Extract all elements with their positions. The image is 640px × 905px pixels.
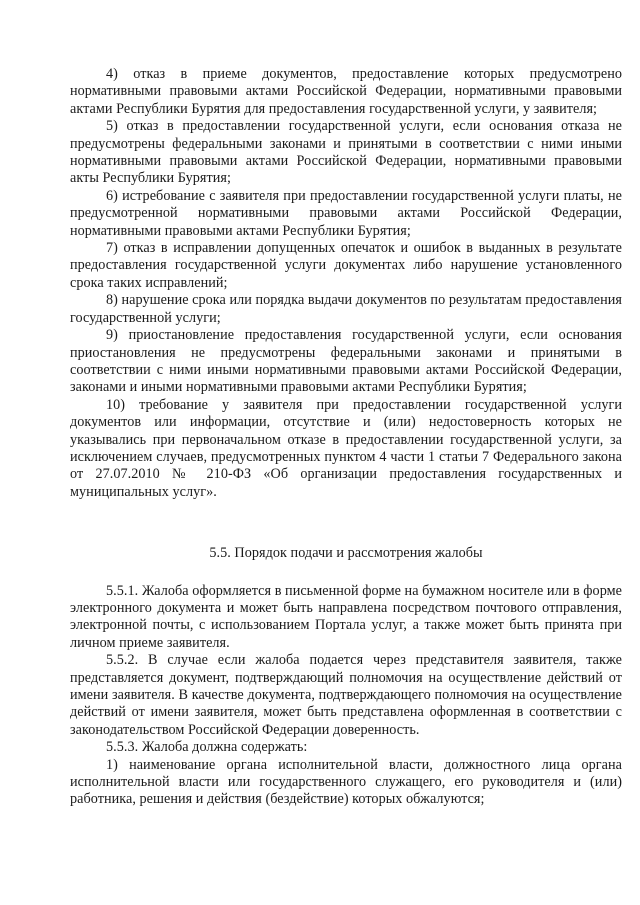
- paragraph-5-5-3: 5.5.3. Жалоба должна содержать:: [106, 739, 308, 756]
- paragraph-5-5-1: 5.5.1. Жалоба оформляется в письменной форме на бумажном носителе или в форме электронного документа и может быть направлена посредством почтового отправления, электронной почты, с использованием Портала услуг, а также может быть принята при личном приеме заявителя.: [70, 582, 622, 651]
- paragraph-item-4: 4) отказ в приеме документов, предоставление которых предусмотрено нормативными правовыми актами Российской Федерации, нормативными правовыми актами Республики Бурятия для предоставления государственной услуги, у заявителя;: [70, 66, 622, 117]
- section-gap: [70, 563, 622, 583]
- paragraph-item-8: 8) нарушение срока или порядка выдачи документов по результатам предоставления государственной услуги;: [70, 292, 622, 326]
- section-title: 5.5. Порядок подачи и рассмотрения жалобы: [209, 545, 483, 562]
- paragraph-item-7: 7) отказ в исправлении допущенных опечаток и ошибок в выданных в результате предоставления государственной услуги документах либо нарушение установленного срока таких исправлений;: [70, 240, 622, 291]
- document-page: [70, 66, 622, 809]
- paragraph-item-6: 6) истребование с заявителя при предоставлении государственной услуги платы, не предусмотренной нормативными правовыми актами Российской Федерации, нормативными правовыми актами Республики Бурятия;: [70, 187, 622, 239]
- paragraph-item-10: 10) требование у заявителя при предоставлении государственной услуги документов или информации, отсутствие и (или) недостоверность которых не указывались при первоначальном отказе в предоставлении государственной услуги, за исключением случаев, предусмотренных пунктом 4 части 1 статьи 7 Федерального закона от 27.07.2010 № 210-ФЗ «Об организации предоставления государственных и муниципальных услуг».: [70, 396, 622, 500]
- paragraph-5-5-3-item-1: 1) наименование органа исполнительной власти, должностного лица органа исполнительной власти или государственного служащего, его руководителя и (или) работника, решения и действия (бездействие) которых обжалуются;: [70, 756, 622, 808]
- paragraph-5-5-2: 5.5.2. В случае если жалоба подается через представителя заявителя, также представляется документ, подтверждающий полномочия на осуществление действий от имени заявителя. В качестве документа, подтверждающего полномочия на осуществление действий от имени заявителя, может быть представлена оформленная в соответствии с законодательством Российской Федерации доверенность.: [70, 652, 622, 738]
- paragraph-item-9: 9) приостановление предоставления государственной услуги, если основания приостановления не предусмотрены федеральными законами и принятыми в соответствии с ними иными нормативными правовыми актами Российской Федерации, законами и иными нормативными правовыми актами Республики Бурятия;: [70, 327, 622, 396]
- paragraph-item-5: 5) отказ в предоставлении государственной услуги, если основания отказа не предусмотрены федеральными законами и принятыми в соответствии с ними иными нормативными правовыми актами Российской Федерации, нормативными правовыми акты Республики Бурятия;: [70, 118, 622, 187]
